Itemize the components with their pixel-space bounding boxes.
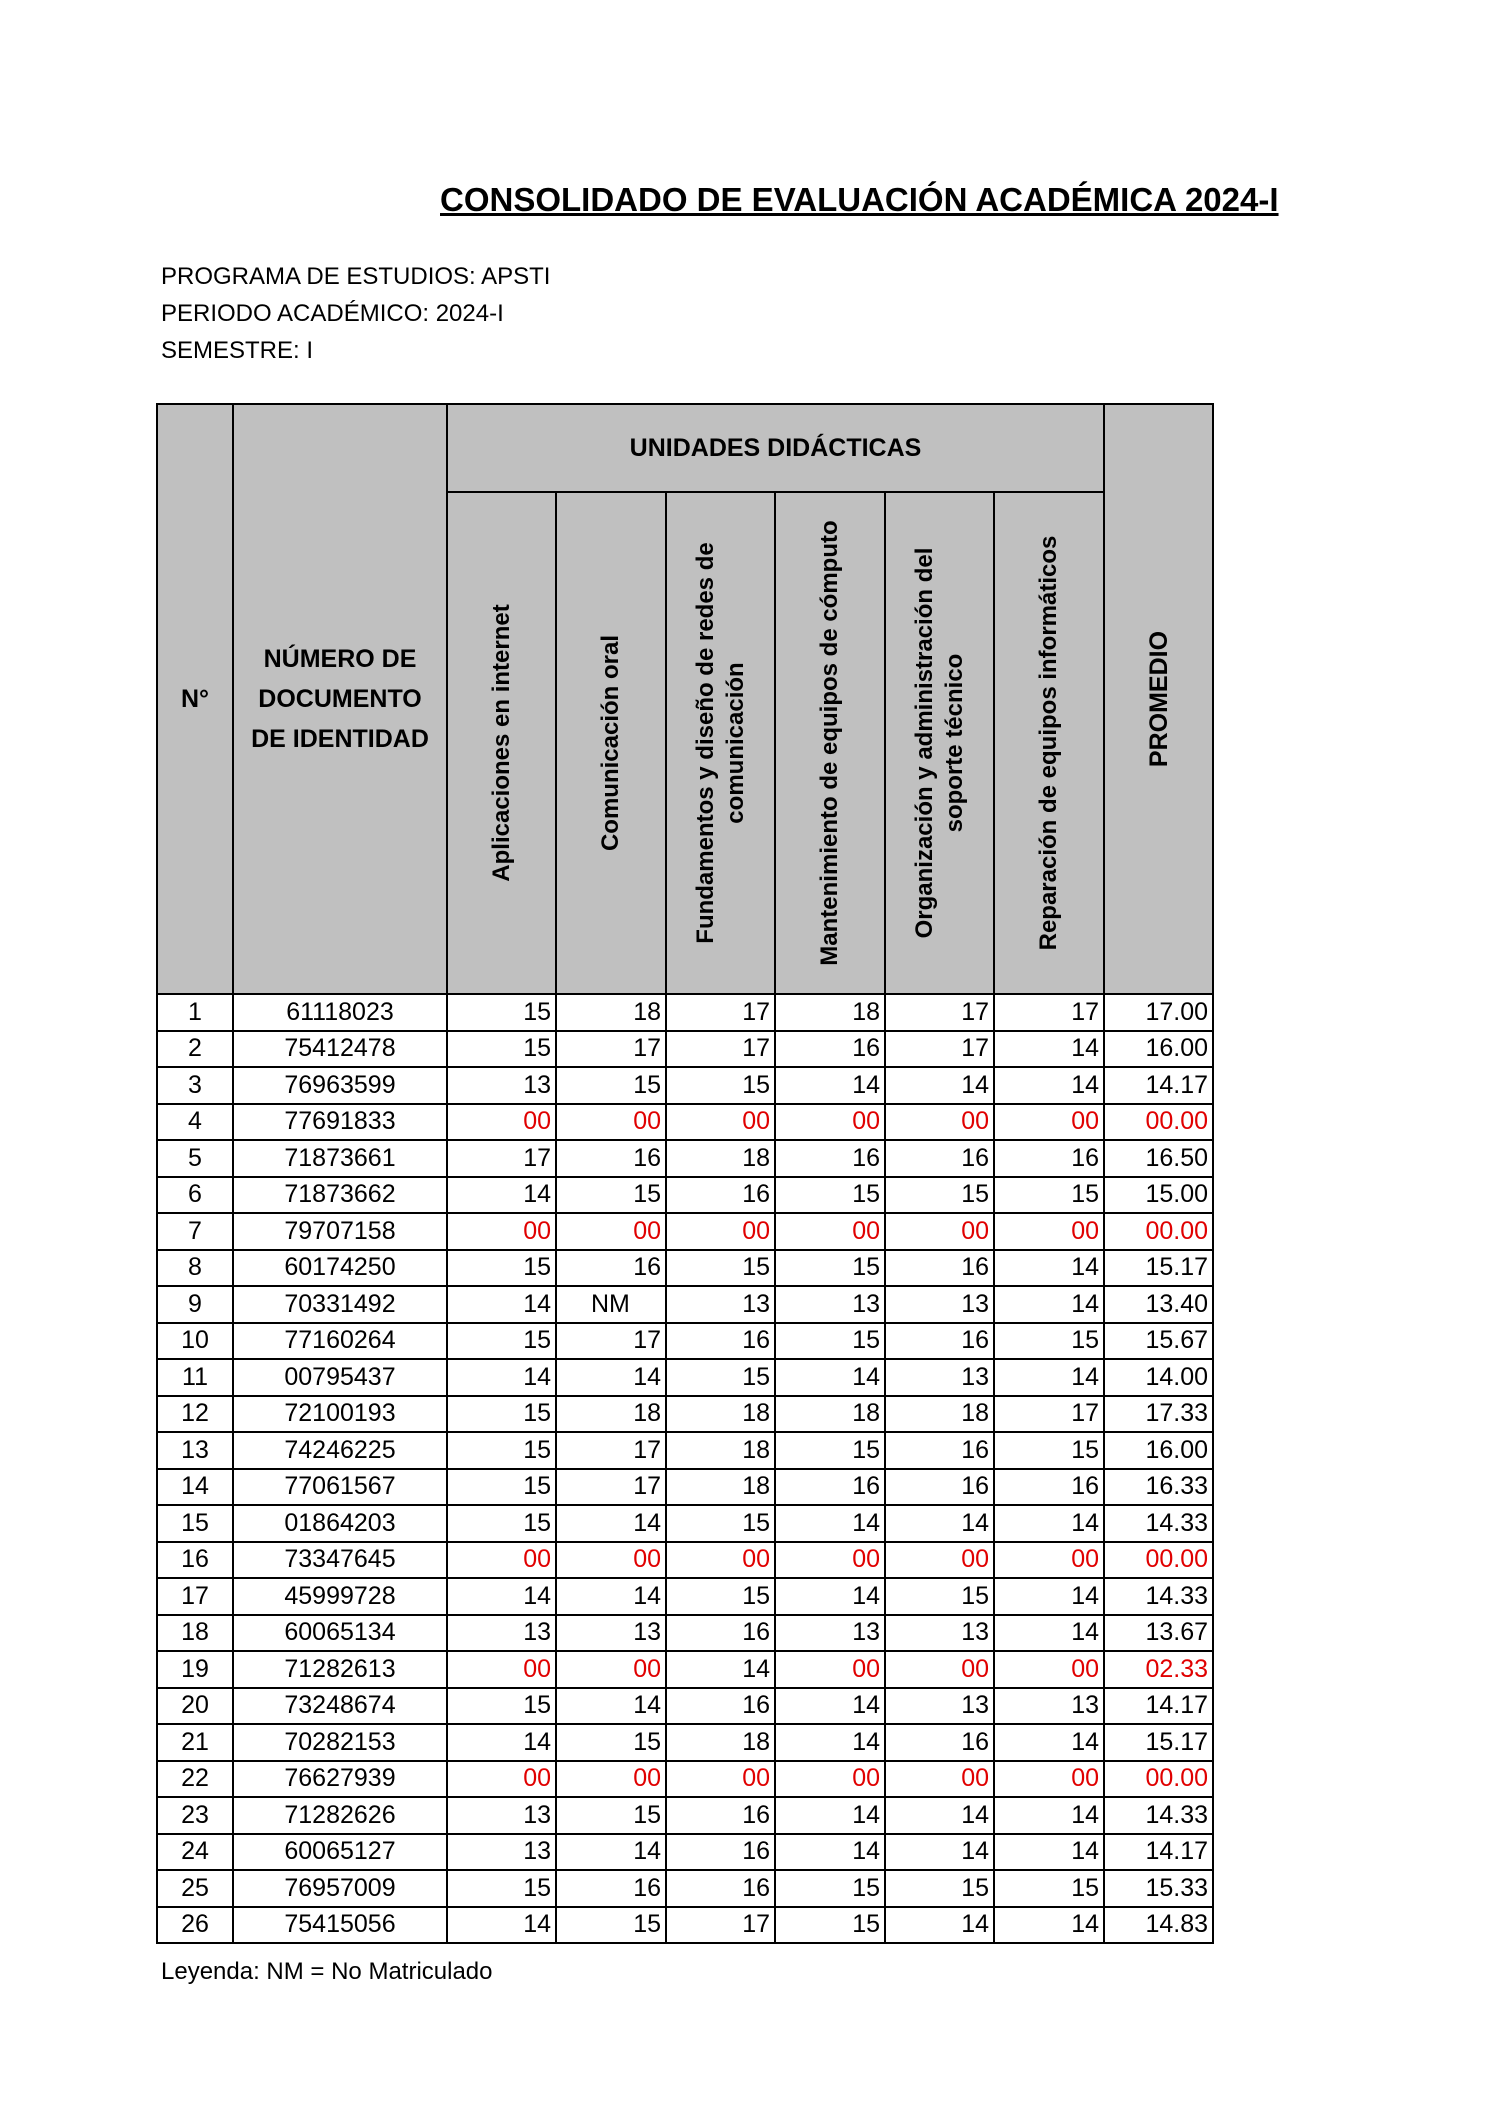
grade-cell: 17 xyxy=(556,1031,666,1068)
grade-cell: 18 xyxy=(775,1396,885,1433)
grade-cell: 16 xyxy=(885,1724,994,1761)
document-number: 73248674 xyxy=(233,1688,447,1725)
grade-cell: 15 xyxy=(994,1870,1104,1907)
document-number: 77061567 xyxy=(233,1469,447,1506)
grade-cell: 15 xyxy=(556,1067,666,1104)
row-number: 16 xyxy=(157,1542,233,1579)
grade-cell: 15 xyxy=(994,1177,1104,1214)
grade-cell: 14 xyxy=(885,1797,994,1834)
grade-cell: 00 xyxy=(885,1104,994,1141)
grade-cell: 15 xyxy=(447,1396,556,1433)
row-number: 9 xyxy=(157,1286,233,1323)
grade-cell: 14 xyxy=(994,1031,1104,1068)
grade-cell: 15 xyxy=(556,1907,666,1944)
grade-cell: 14 xyxy=(994,1615,1104,1652)
table-row xyxy=(157,1688,1213,1725)
grade-cell: 18 xyxy=(885,1396,994,1433)
row-number: 8 xyxy=(157,1250,233,1287)
grade-cell: 00 xyxy=(994,1213,1104,1250)
grade-cell: 15 xyxy=(994,1432,1104,1469)
grade-cell: 14 xyxy=(994,1724,1104,1761)
grade-cell: 15 xyxy=(447,1323,556,1360)
grade-cell: 15 xyxy=(556,1177,666,1214)
average-cell: 17.33 xyxy=(1104,1396,1213,1433)
row-number: 23 xyxy=(157,1797,233,1834)
row-number: 1 xyxy=(157,994,233,1031)
grade-cell: 16 xyxy=(556,1870,666,1907)
table-row xyxy=(157,1834,1213,1871)
table-row xyxy=(157,994,1213,1031)
grade-cell: 13 xyxy=(775,1615,885,1652)
grade-cell: 17 xyxy=(666,1031,775,1068)
grade-cell: 13 xyxy=(775,1286,885,1323)
grade-cell: 00 xyxy=(994,1542,1104,1579)
document-number: 77691833 xyxy=(233,1104,447,1141)
grade-cell: 00 xyxy=(556,1761,666,1798)
average-cell: 13.67 xyxy=(1104,1615,1213,1652)
grade-cell: 14 xyxy=(775,1724,885,1761)
grade-cell: 14 xyxy=(775,1688,885,1725)
table-row xyxy=(157,1213,1213,1250)
header-unit-5 xyxy=(885,492,994,994)
average-cell: 14.33 xyxy=(1104,1578,1213,1615)
average-cell: 02.33 xyxy=(1104,1651,1213,1688)
document-number: 71282613 xyxy=(233,1651,447,1688)
unit-label: Reparación de equipos informáticos xyxy=(1035,535,1062,951)
grade-cell: 18 xyxy=(666,1140,775,1177)
table-row xyxy=(157,1651,1213,1688)
grade-cell: 00 xyxy=(556,1213,666,1250)
grade-cell: 14 xyxy=(666,1651,775,1688)
grades-table xyxy=(156,403,1214,1944)
grade-cell: 17 xyxy=(666,994,775,1031)
grade-cell: 13 xyxy=(885,1688,994,1725)
table-row xyxy=(157,1761,1213,1798)
average-cell: 15.67 xyxy=(1104,1323,1213,1360)
grade-cell: 14 xyxy=(447,1359,556,1396)
grade-cell: 00 xyxy=(556,1542,666,1579)
grade-cell: 18 xyxy=(556,1396,666,1433)
average-cell: 14.17 xyxy=(1104,1067,1213,1104)
grade-cell: 14 xyxy=(556,1834,666,1871)
grade-cell: 15 xyxy=(447,1031,556,1068)
average-cell: 15.00 xyxy=(1104,1177,1213,1214)
grade-cell: 14 xyxy=(447,1724,556,1761)
row-number: 25 xyxy=(157,1870,233,1907)
grade-cell: 14 xyxy=(556,1359,666,1396)
table-row xyxy=(157,1286,1213,1323)
grade-cell: 14 xyxy=(556,1578,666,1615)
grade-cell: 13 xyxy=(666,1286,775,1323)
header-average-label: PROMEDIO xyxy=(1144,630,1173,768)
document-number: 61118023 xyxy=(233,994,447,1031)
average-cell: 15.33 xyxy=(1104,1870,1213,1907)
grade-cell: 15 xyxy=(556,1797,666,1834)
document-number: 79707158 xyxy=(233,1213,447,1250)
grade-cell: 13 xyxy=(447,1797,556,1834)
document-number: 75415056 xyxy=(233,1907,447,1944)
grade-cell: 00 xyxy=(994,1651,1104,1688)
grade-cell: 00 xyxy=(775,1651,885,1688)
grade-cell: 13 xyxy=(885,1286,994,1323)
header-unit-6 xyxy=(994,492,1104,994)
grade-cell: 14 xyxy=(885,1834,994,1871)
table-row xyxy=(157,1396,1213,1433)
unit-label: Aplicaciones en internet xyxy=(487,604,515,882)
grade-cell: 13 xyxy=(994,1688,1104,1725)
grade-cell: 15 xyxy=(666,1578,775,1615)
average-cell: 00.00 xyxy=(1104,1104,1213,1141)
header-unit-1 xyxy=(447,492,556,994)
document-number: 74246225 xyxy=(233,1432,447,1469)
grade-cell: 14 xyxy=(447,1578,556,1615)
grade-cell: 13 xyxy=(447,1067,556,1104)
grade-cell: 16 xyxy=(885,1140,994,1177)
average-cell: 14.33 xyxy=(1104,1505,1213,1542)
grade-cell: 00 xyxy=(885,1651,994,1688)
average-cell: 00.00 xyxy=(1104,1213,1213,1250)
page-title: CONSOLIDADO DE EVALUACIÓN ACADÉMICA 2024-I xyxy=(440,181,1279,218)
table-row xyxy=(157,1907,1213,1944)
grade-cell: 00 xyxy=(666,1761,775,1798)
grade-cell: 13 xyxy=(447,1834,556,1871)
table-row xyxy=(157,1870,1213,1907)
header-unit-3 xyxy=(666,492,775,994)
grade-cell: 00 xyxy=(994,1104,1104,1141)
program-label: PROGRAMA DE ESTUDIOS: APSTI xyxy=(161,263,551,290)
table-row xyxy=(157,1578,1213,1615)
grade-cell: 14 xyxy=(775,1797,885,1834)
grade-cell: 00 xyxy=(885,1761,994,1798)
grade-cell: 16 xyxy=(556,1140,666,1177)
average-cell: 14.00 xyxy=(1104,1359,1213,1396)
grade-cell: NM xyxy=(556,1286,666,1323)
row-number: 10 xyxy=(157,1323,233,1360)
grade-cell: 14 xyxy=(994,1834,1104,1871)
document-number: 72100193 xyxy=(233,1396,447,1433)
grade-cell: 18 xyxy=(666,1432,775,1469)
document-number: 70331492 xyxy=(233,1286,447,1323)
average-cell: 14.17 xyxy=(1104,1688,1213,1725)
grade-cell: 15 xyxy=(447,1505,556,1542)
legend-note: Leyenda: NM = No Matriculado xyxy=(161,1958,493,1985)
grade-cell: 14 xyxy=(447,1286,556,1323)
table-row xyxy=(157,1104,1213,1141)
document-number: 71282626 xyxy=(233,1797,447,1834)
grade-cell: 17 xyxy=(885,994,994,1031)
grade-cell: 16 xyxy=(885,1469,994,1506)
row-number: 7 xyxy=(157,1213,233,1250)
grade-cell: 17 xyxy=(885,1031,994,1068)
document-number: 71873662 xyxy=(233,1177,447,1214)
grade-cell: 00 xyxy=(666,1213,775,1250)
document-number: 01864203 xyxy=(233,1505,447,1542)
grade-cell: 15 xyxy=(666,1250,775,1287)
grade-cell: 15 xyxy=(885,1870,994,1907)
grade-cell: 14 xyxy=(994,1067,1104,1104)
grade-cell: 14 xyxy=(885,1907,994,1944)
grade-cell: 16 xyxy=(885,1432,994,1469)
average-cell: 16.33 xyxy=(1104,1469,1213,1506)
grade-cell: 17 xyxy=(994,1396,1104,1433)
table-row xyxy=(157,1505,1213,1542)
table-row xyxy=(157,1724,1213,1761)
grade-cell: 00 xyxy=(666,1542,775,1579)
period-label: PERIODO ACADÉMICO: 2024-I xyxy=(161,300,504,327)
average-cell: 13.40 xyxy=(1104,1286,1213,1323)
grade-cell: 13 xyxy=(447,1615,556,1652)
document-number: 60065127 xyxy=(233,1834,447,1871)
grade-cell: 15 xyxy=(556,1724,666,1761)
grade-cell: 18 xyxy=(666,1469,775,1506)
grade-cell: 16 xyxy=(666,1323,775,1360)
document-number: 73347645 xyxy=(233,1542,447,1579)
grade-cell: 16 xyxy=(994,1469,1104,1506)
grade-cell: 13 xyxy=(556,1615,666,1652)
table-row xyxy=(157,1067,1213,1104)
row-number: 18 xyxy=(157,1615,233,1652)
average-cell: 16.00 xyxy=(1104,1432,1213,1469)
document-number: 45999728 xyxy=(233,1578,447,1615)
table-row xyxy=(157,1140,1213,1177)
header-average xyxy=(1104,404,1213,994)
grade-cell: 15 xyxy=(775,1907,885,1944)
grade-cell: 14 xyxy=(775,1505,885,1542)
document-number: 70282153 xyxy=(233,1724,447,1761)
header-document: NÚMERO DE DOCUMENTO DE IDENTIDAD xyxy=(233,404,447,994)
header-number: N° xyxy=(157,404,233,994)
grade-cell: 13 xyxy=(885,1359,994,1396)
average-cell: 00.00 xyxy=(1104,1761,1213,1798)
grade-cell: 14 xyxy=(885,1505,994,1542)
row-number: 4 xyxy=(157,1104,233,1141)
grade-cell: 15 xyxy=(885,1578,994,1615)
grade-cell: 16 xyxy=(666,1177,775,1214)
grade-cell: 14 xyxy=(775,1359,885,1396)
row-number: 11 xyxy=(157,1359,233,1396)
unit-label: Organización y administración del soporte técnico xyxy=(910,547,968,939)
grade-cell: 16 xyxy=(556,1250,666,1287)
grade-cell: 15 xyxy=(775,1870,885,1907)
document-number: 76957009 xyxy=(233,1870,447,1907)
grade-cell: 14 xyxy=(885,1067,994,1104)
table-row xyxy=(157,1031,1213,1068)
average-cell: 17.00 xyxy=(1104,994,1213,1031)
average-cell: 14.17 xyxy=(1104,1834,1213,1871)
grade-cell: 16 xyxy=(775,1140,885,1177)
grade-cell: 00 xyxy=(447,1213,556,1250)
grade-cell: 13 xyxy=(885,1615,994,1652)
row-number: 24 xyxy=(157,1834,233,1871)
average-cell: 14.33 xyxy=(1104,1797,1213,1834)
grade-cell: 14 xyxy=(994,1505,1104,1542)
document-number: 71873661 xyxy=(233,1140,447,1177)
grade-cell: 16 xyxy=(666,1797,775,1834)
grade-cell: 14 xyxy=(994,1578,1104,1615)
grade-cell: 00 xyxy=(447,1104,556,1141)
grade-cell: 15 xyxy=(666,1505,775,1542)
grade-cell: 16 xyxy=(885,1250,994,1287)
grade-cell: 00 xyxy=(666,1104,775,1141)
average-cell: 15.17 xyxy=(1104,1250,1213,1287)
row-number: 12 xyxy=(157,1396,233,1433)
grade-cell: 17 xyxy=(447,1140,556,1177)
document-number: 77160264 xyxy=(233,1323,447,1360)
grade-cell: 15 xyxy=(447,994,556,1031)
table-row xyxy=(157,1542,1213,1579)
document-number: 76627939 xyxy=(233,1761,447,1798)
row-number: 3 xyxy=(157,1067,233,1104)
grade-cell: 14 xyxy=(994,1797,1104,1834)
grade-cell: 17 xyxy=(666,1907,775,1944)
grade-cell: 00 xyxy=(556,1104,666,1141)
grade-cell: 14 xyxy=(556,1505,666,1542)
table-row xyxy=(157,1323,1213,1360)
row-number: 20 xyxy=(157,1688,233,1725)
table-row xyxy=(157,1432,1213,1469)
grade-cell: 00 xyxy=(556,1651,666,1688)
document-number: 60065134 xyxy=(233,1615,447,1652)
grade-cell: 16 xyxy=(775,1031,885,1068)
table-row xyxy=(157,1615,1213,1652)
header-units-group: UNIDADES DIDÁCTICAS xyxy=(447,404,1104,492)
average-cell: 14.83 xyxy=(1104,1907,1213,1944)
row-number: 26 xyxy=(157,1907,233,1944)
document-number: 60174250 xyxy=(233,1250,447,1287)
row-number: 19 xyxy=(157,1651,233,1688)
table-row xyxy=(157,1359,1213,1396)
grade-cell: 15 xyxy=(666,1359,775,1396)
grade-cell: 17 xyxy=(994,994,1104,1031)
grade-cell: 14 xyxy=(994,1907,1104,1944)
row-number: 14 xyxy=(157,1469,233,1506)
row-number: 21 xyxy=(157,1724,233,1761)
grade-cell: 00 xyxy=(885,1213,994,1250)
table-row xyxy=(157,1177,1213,1214)
table-row xyxy=(157,1797,1213,1834)
grade-cell: 17 xyxy=(556,1469,666,1506)
grade-cell: 16 xyxy=(666,1834,775,1871)
row-number: 15 xyxy=(157,1505,233,1542)
unit-label: Fundamentos y diseño de redes de comunicación xyxy=(691,542,749,944)
row-number: 2 xyxy=(157,1031,233,1068)
table-row xyxy=(157,1250,1213,1287)
grade-cell: 15 xyxy=(666,1067,775,1104)
grade-cell: 00 xyxy=(447,1542,556,1579)
grade-cell: 14 xyxy=(994,1286,1104,1323)
grade-cell: 18 xyxy=(556,994,666,1031)
header-unit-4 xyxy=(775,492,885,994)
unit-label: Comunicación oral xyxy=(597,634,624,852)
grade-cell: 16 xyxy=(885,1323,994,1360)
average-cell: 16.50 xyxy=(1104,1140,1213,1177)
grade-cell: 15 xyxy=(447,1432,556,1469)
grade-cell: 14 xyxy=(775,1834,885,1871)
grade-cell: 15 xyxy=(885,1177,994,1214)
grade-cell: 15 xyxy=(447,1469,556,1506)
average-cell: 16.00 xyxy=(1104,1031,1213,1068)
table-row xyxy=(157,1469,1213,1506)
grade-cell: 00 xyxy=(447,1761,556,1798)
document-number: 75412478 xyxy=(233,1031,447,1068)
average-cell: 00.00 xyxy=(1104,1542,1213,1579)
semester-label: SEMESTRE: I xyxy=(161,337,314,364)
document-number: 00795437 xyxy=(233,1359,447,1396)
row-number: 5 xyxy=(157,1140,233,1177)
grade-cell: 16 xyxy=(775,1469,885,1506)
grade-cell: 00 xyxy=(447,1651,556,1688)
grade-cell: 00 xyxy=(775,1761,885,1798)
table-body xyxy=(157,994,1213,1943)
header-unit-2 xyxy=(556,492,666,994)
grade-cell: 15 xyxy=(775,1323,885,1360)
grade-cell: 18 xyxy=(666,1724,775,1761)
grade-cell: 15 xyxy=(775,1177,885,1214)
grade-cell: 15 xyxy=(447,1250,556,1287)
grade-cell: 17 xyxy=(556,1432,666,1469)
grade-cell: 00 xyxy=(994,1761,1104,1798)
grade-cell: 14 xyxy=(775,1578,885,1615)
row-number: 17 xyxy=(157,1578,233,1615)
row-number: 13 xyxy=(157,1432,233,1469)
grade-cell: 14 xyxy=(994,1359,1104,1396)
grade-cell: 00 xyxy=(885,1542,994,1579)
row-number: 22 xyxy=(157,1761,233,1798)
grade-cell: 00 xyxy=(775,1104,885,1141)
unit-label: Mantenimiento de equipos de cómputo xyxy=(816,520,843,966)
grade-cell: 17 xyxy=(556,1323,666,1360)
grade-cell: 16 xyxy=(994,1140,1104,1177)
row-number: 6 xyxy=(157,1177,233,1214)
grade-cell: 18 xyxy=(666,1396,775,1433)
grade-cell: 16 xyxy=(666,1870,775,1907)
grade-cell: 00 xyxy=(775,1542,885,1579)
grade-cell: 14 xyxy=(775,1067,885,1104)
grade-cell: 15 xyxy=(775,1250,885,1287)
grade-cell: 15 xyxy=(994,1323,1104,1360)
document-number: 76963599 xyxy=(233,1067,447,1104)
average-cell: 15.17 xyxy=(1104,1724,1213,1761)
grade-cell: 16 xyxy=(666,1688,775,1725)
grade-cell: 15 xyxy=(775,1432,885,1469)
grade-cell: 14 xyxy=(994,1250,1104,1287)
grade-cell: 00 xyxy=(775,1213,885,1250)
grade-cell: 14 xyxy=(447,1177,556,1214)
grade-cell: 16 xyxy=(666,1615,775,1652)
grade-cell: 14 xyxy=(447,1907,556,1944)
grade-cell: 15 xyxy=(447,1870,556,1907)
grade-cell: 14 xyxy=(556,1688,666,1725)
grade-cell: 15 xyxy=(447,1688,556,1725)
grade-cell: 18 xyxy=(775,994,885,1031)
